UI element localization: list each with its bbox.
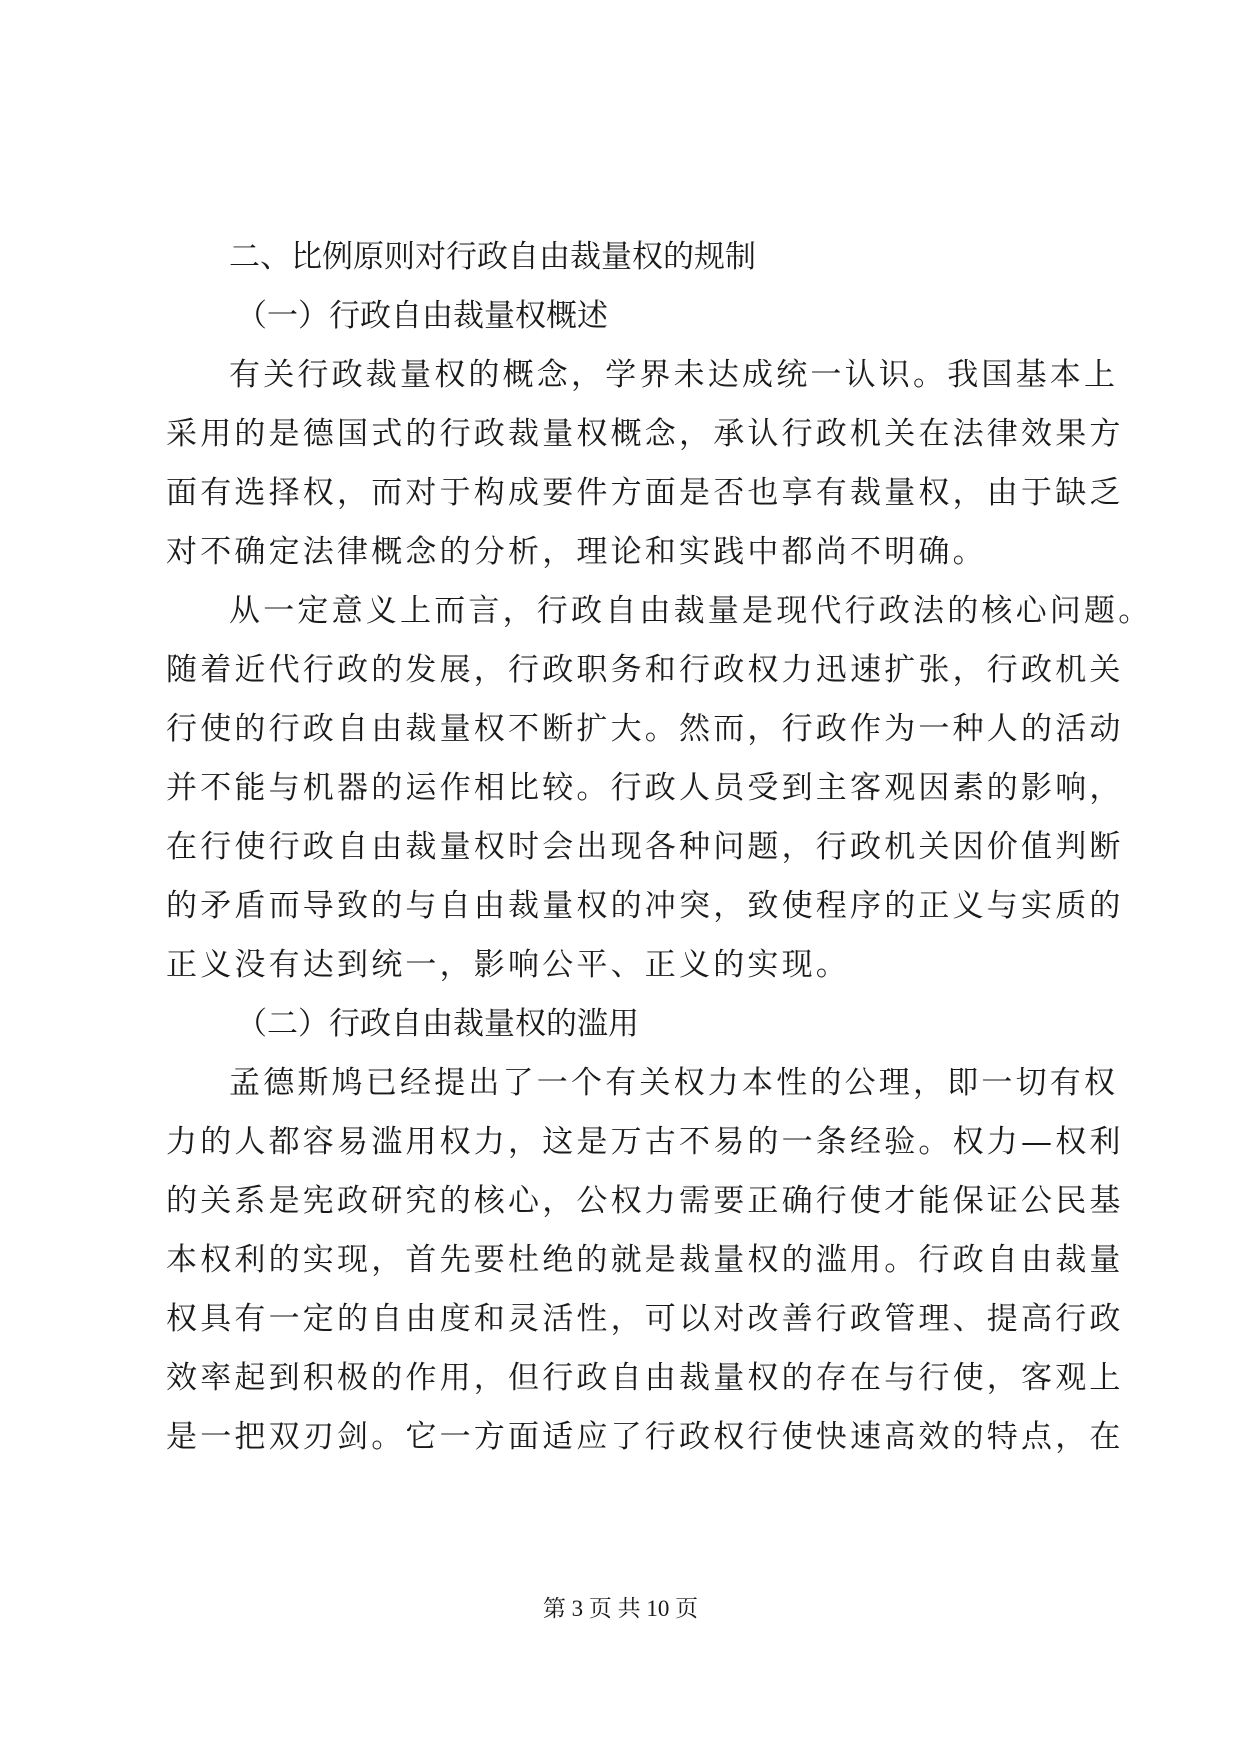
page-number-footer: 第 3 页 共 10 页 [542, 1596, 699, 1621]
paragraph-line: 采用的是德国式的行政裁量权概念，承认行政机关在法律效果方 [166, 416, 1124, 452]
paragraph-line: 的关系是宪政研究的核心，公权力需要正确行使才能保证公民基 [166, 1183, 1124, 1219]
paragraph-line: 效率起到积极的作用，但行政自由裁量权的存在与行使，客观上 [166, 1360, 1124, 1396]
paragraph-3 [166, 1054, 1124, 1467]
document-body [166, 228, 1153, 1467]
paragraph-line: 力的人都容易滥用权力，这是万古不易的一条经验。权力—权利 [166, 1124, 1124, 1160]
paragraph-line: 有关行政裁量权的概念，学界未达成统一认识。我国基本上 [229, 357, 1119, 393]
subsection-title-2: （二）行政自由裁量权的滥用 [236, 1006, 639, 1042]
paragraph-line: 面有选择权，而对于构成要件方面是否也享有裁量权，由于缺乏 [166, 475, 1124, 511]
paragraph-line: 孟德斯鸠已经提出了一个有关权力本性的公理，即一切有权 [229, 1065, 1119, 1101]
paragraph-line: 是一把双刃剑。它一方面适应了行政权行使快速高效的特点，在 [166, 1419, 1124, 1455]
paragraph-line: 本权利的实现，首先要杜绝的就是裁量权的滥用。行政自由裁量 [166, 1242, 1124, 1278]
section-title: 二、比例原则对行政自由裁量权的规制 [229, 239, 756, 275]
subsection-title-1: （一）行政自由裁量权概述 [236, 298, 608, 334]
paragraph-line: 并不能与机器的运作相比较。行政人员受到主客观因素的影响， [166, 770, 1124, 806]
paragraph-line: 随着近代行政的发展，行政职务和行政权力迅速扩张，行政机关 [166, 652, 1124, 688]
paragraph-2 [166, 582, 1153, 995]
paragraph-1 [166, 346, 1124, 582]
paragraph-line: 权具有一定的自由度和灵活性，可以对改善行政管理、提高行政 [166, 1301, 1124, 1337]
paragraph-line: 对不确定法律概念的分析，理论和实践中都尚不明确。 [166, 534, 987, 570]
paragraph-line: 正义没有达到统一，影响公平、正义的实现。 [166, 947, 850, 983]
paragraph-line: 在行使行政自由裁量权时会出现各种问题，行政机关因价值判断 [166, 829, 1124, 865]
paragraph-line: 行使的行政自由裁量权不断扩大。然而，行政作为一种人的活动 [166, 711, 1124, 747]
paragraph-line: 的矛盾而导致的与自由裁量权的冲突，致使程序的正义与实质的 [166, 888, 1124, 924]
paragraph-line: 从一定意义上而言，行政自由裁量是现代行政法的核心问题。 [229, 593, 1153, 629]
